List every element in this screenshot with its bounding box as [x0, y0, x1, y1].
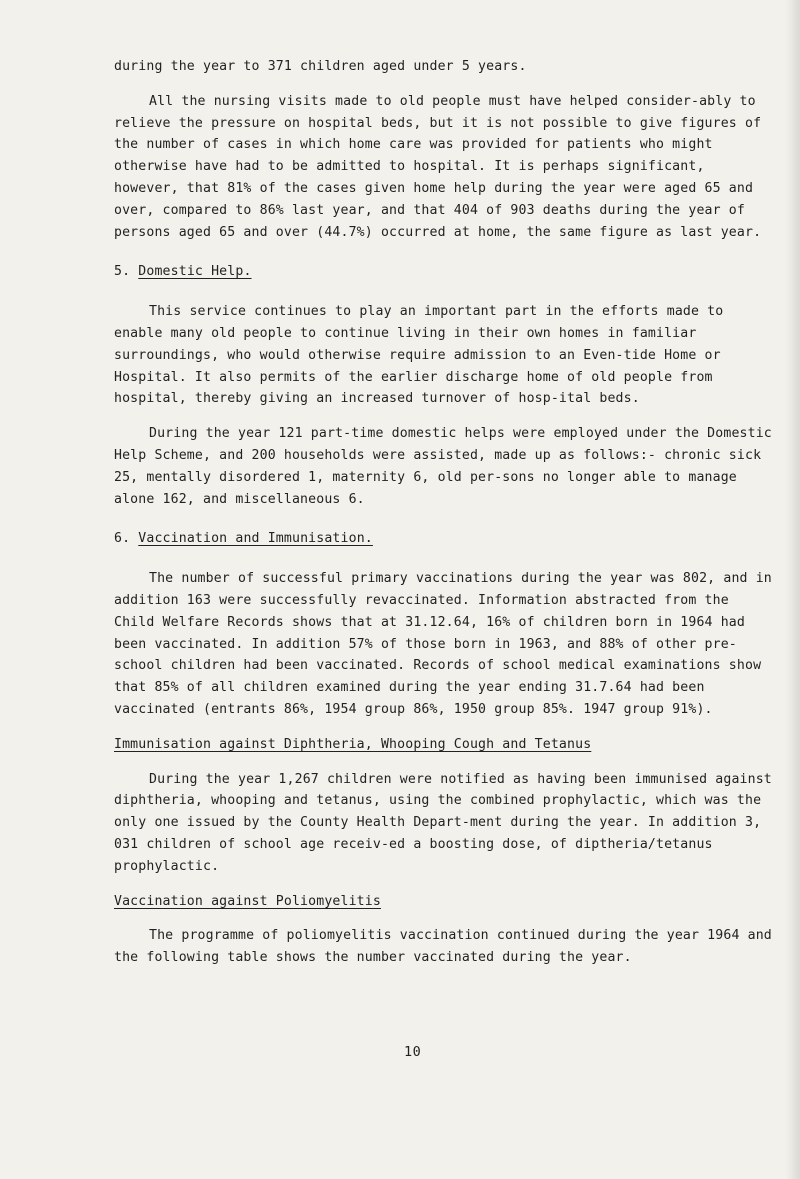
page-text	[114, 56, 780, 969]
nursing-paragraph: All the nursing visits made to old people must have helped consider-ably to relieve the pressure on hospital beds, but it is not possible to give figures of the number of cases in which home care was provided for patients who might otherwise have had to be admitted to hospital. It is perhaps significant, however, that 81% of the cases given home help during the year were aged 65 and over, compared to 86% last year, and that 404 of 903 deaths during the year of persons aged 65 and over (44.7%) occurred at home, the same figure as last year.	[114, 93, 770, 240]
section-heading-domestic-help	[114, 261, 774, 283]
poliomyelitis-paragraph: The programme of poliomyelitis vaccination continued during the year 1964 and the following table shows the number vaccinated during the year.	[114, 928, 780, 966]
page-edge-shadow	[786, 0, 800, 1179]
domestic-help-paragraph-1: This service continues to play an important part in the efforts made to enable many old people to continue living in their own homes in familiar surroundings, who would otherwise require admission to an Even-tide Home or Hospital. It also permits of the earlier discharge home of old people from hospital, thereby giving an increased turnover of hosp-ital beds.	[114, 304, 732, 407]
section-number: 6.	[114, 531, 131, 547]
section-heading-vaccination	[114, 528, 774, 550]
immunisation-paragraph: During the year 1,267 children were notified as having been immunised against diphtheria, whooping and tetanus, using the combined prophylactic, which was the only one issued by the County Health Depart-ment during the year. In addition 3, 031 children of school age receiv-ed a boosting dose, of diptheria/tetanus prophylactic.	[114, 771, 780, 874]
subheading-poliomyelitis: Vaccination against Poliomyelitis	[114, 893, 381, 909]
vaccination-paragraph: The number of successful primary vaccinations during the year was 802, and in addition 163 were successfully revaccinated. Information abstracted from the Child Welfare Records shows that at 31.12.64, 16% of children born in 1964 had been vaccinated. In addition 57% of those born in 1963, and 88% of other pre-school children had been vaccinated. Records of school medical examinations show that 85% of all children examined during the year ending 31.7.64 had been vaccinated (entrants 86%, 1954 group 86%, 1950 group 85%. 1947 group 91%).	[114, 571, 780, 717]
page-number: 10	[404, 1044, 422, 1060]
section-title: Domestic Help.	[138, 264, 252, 280]
section-number: 5.	[114, 264, 131, 280]
section-title: Vaccination and Immunisation.	[138, 531, 373, 547]
intro-line: during the year to 371 children aged under 5 years.	[114, 59, 527, 74]
domestic-help-paragraph-2: During the year 121 part-time domestic helps were employed under the Domestic Help Scheme, and 200 households were assisted, made up as follows:- chronic sick 25, mentally disordered 1, maternity 6, old per-sons no longer able to manage alone 162, and miscellaneous 6.	[114, 426, 780, 507]
subheading-immunisation: Immunisation against Diphtheria, Whooping Cough and Tetanus	[114, 736, 592, 752]
